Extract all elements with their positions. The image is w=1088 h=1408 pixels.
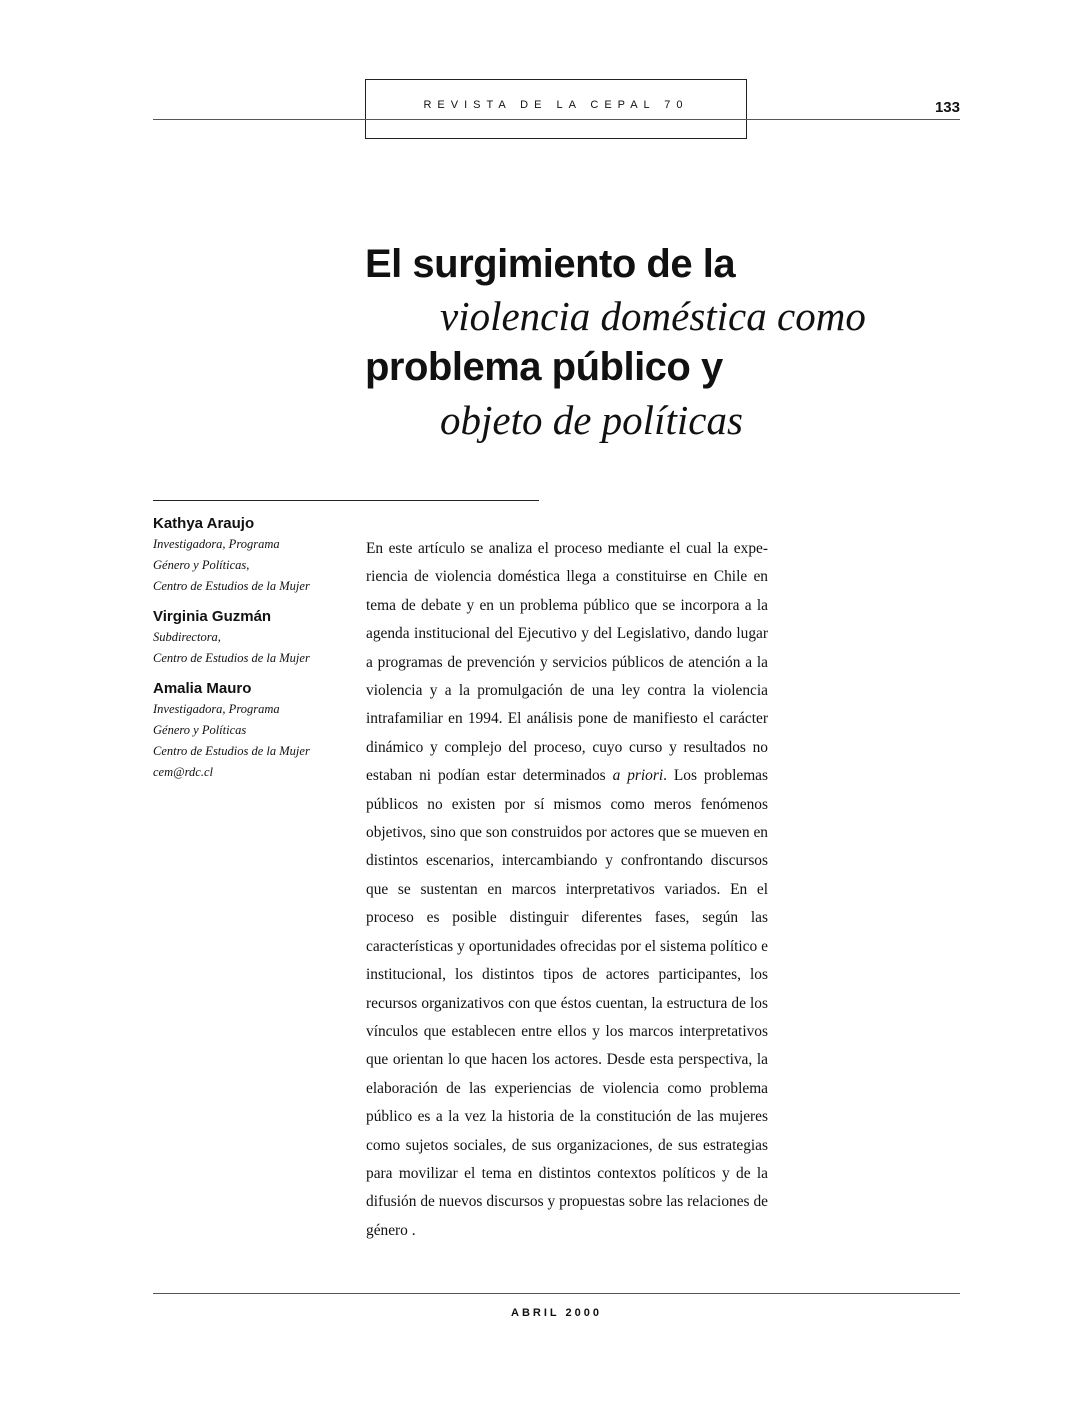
author-list [153,514,353,793]
author-affiliation: Centro de Estudios de la Mujer [153,744,310,758]
author-name: Virginia Guzmán [153,608,272,625]
author-block [153,607,353,669]
abstract [366,535,768,1245]
authors-rule [153,500,539,501]
title-line-1: El surgimiento de la [365,242,736,286]
page-number: 133 [934,99,960,116]
footer-rule [153,1293,960,1294]
author-name: Amalia Mauro [153,680,252,697]
author-affiliation: Investigadora, Programa [153,702,280,716]
abstract-text: . Los problemas públicos no existen por sí mismos como meros fenómenos objetivos, sino que son construidos por actores que se mueven en distintos escenarios, intercambiando y confrontando discursos que se sustentan en marcos interpretativos variados. En el proceso es posible distinguir diferentes fases, según las características y oportunidades ofrecidas por el sistema político e institucional, los distintos tipos de actores participantes, los recursos organizativos con que éstos cuentan, la estructura de los vínculos que establecen entre ellos y los marcos interpretativos que orientan lo que hacen los actores. Desde esta perspectiva, la elaboración de las experiencias de violencia como problema público es a la vez la historia de la constitución de las mujeres como sujetos sociales, de sus organizaciones, de sus estrategias para movilizar el tema en distintos contextos políticos y de la difusión de nuevos discursos y propuestas sobre las relaciones de género . [366,767,769,1239]
title-line-3: problema público y [365,345,723,389]
author-block [153,679,353,783]
author-affiliation: Investigadora, Programa [153,537,280,551]
author-affiliation: Centro de Estudios de la Mujer [153,651,310,665]
author-affiliation: Género y Políticas, [153,558,250,572]
header-rule [153,119,960,120]
author-name: Kathya Araujo [153,515,255,532]
author-affiliation: Género y Políticas [153,723,247,737]
issue-date: ABRIL 2000 [511,1307,602,1319]
author-affiliation: Centro de Estudios de la Mujer [153,579,310,593]
author-affiliation: Subdirectora, [153,630,221,644]
title-line-4: objeto de políticas [440,397,743,443]
title-line-2: violencia doméstica como [440,293,866,339]
author-block [153,514,353,597]
journal-name: REVISTA DE LA CEPAL 70 [423,99,689,111]
abstract-emphasis: a priori [612,767,664,785]
abstract-text: En este artículo se analiza el proceso mediante el cual la experiencia de violencia doméstica llega a constituirse en Chile en tema de debate y en un problema público que se incorpora a la agenda institucional del Ejecutivo y del Legislativo, dando lugar a programas de prevención y servicios públicos de atención a la violencia y a la promulgación de una ley contra la violencia intrafamiliar en 1994. El análisis pone de manifiesto el carácter dinámico y complejo del proceso, cuyo curso y resultados no estaban ni podían estar determinados [366,540,768,785]
author-email: cem@rdc.cl [153,765,213,779]
